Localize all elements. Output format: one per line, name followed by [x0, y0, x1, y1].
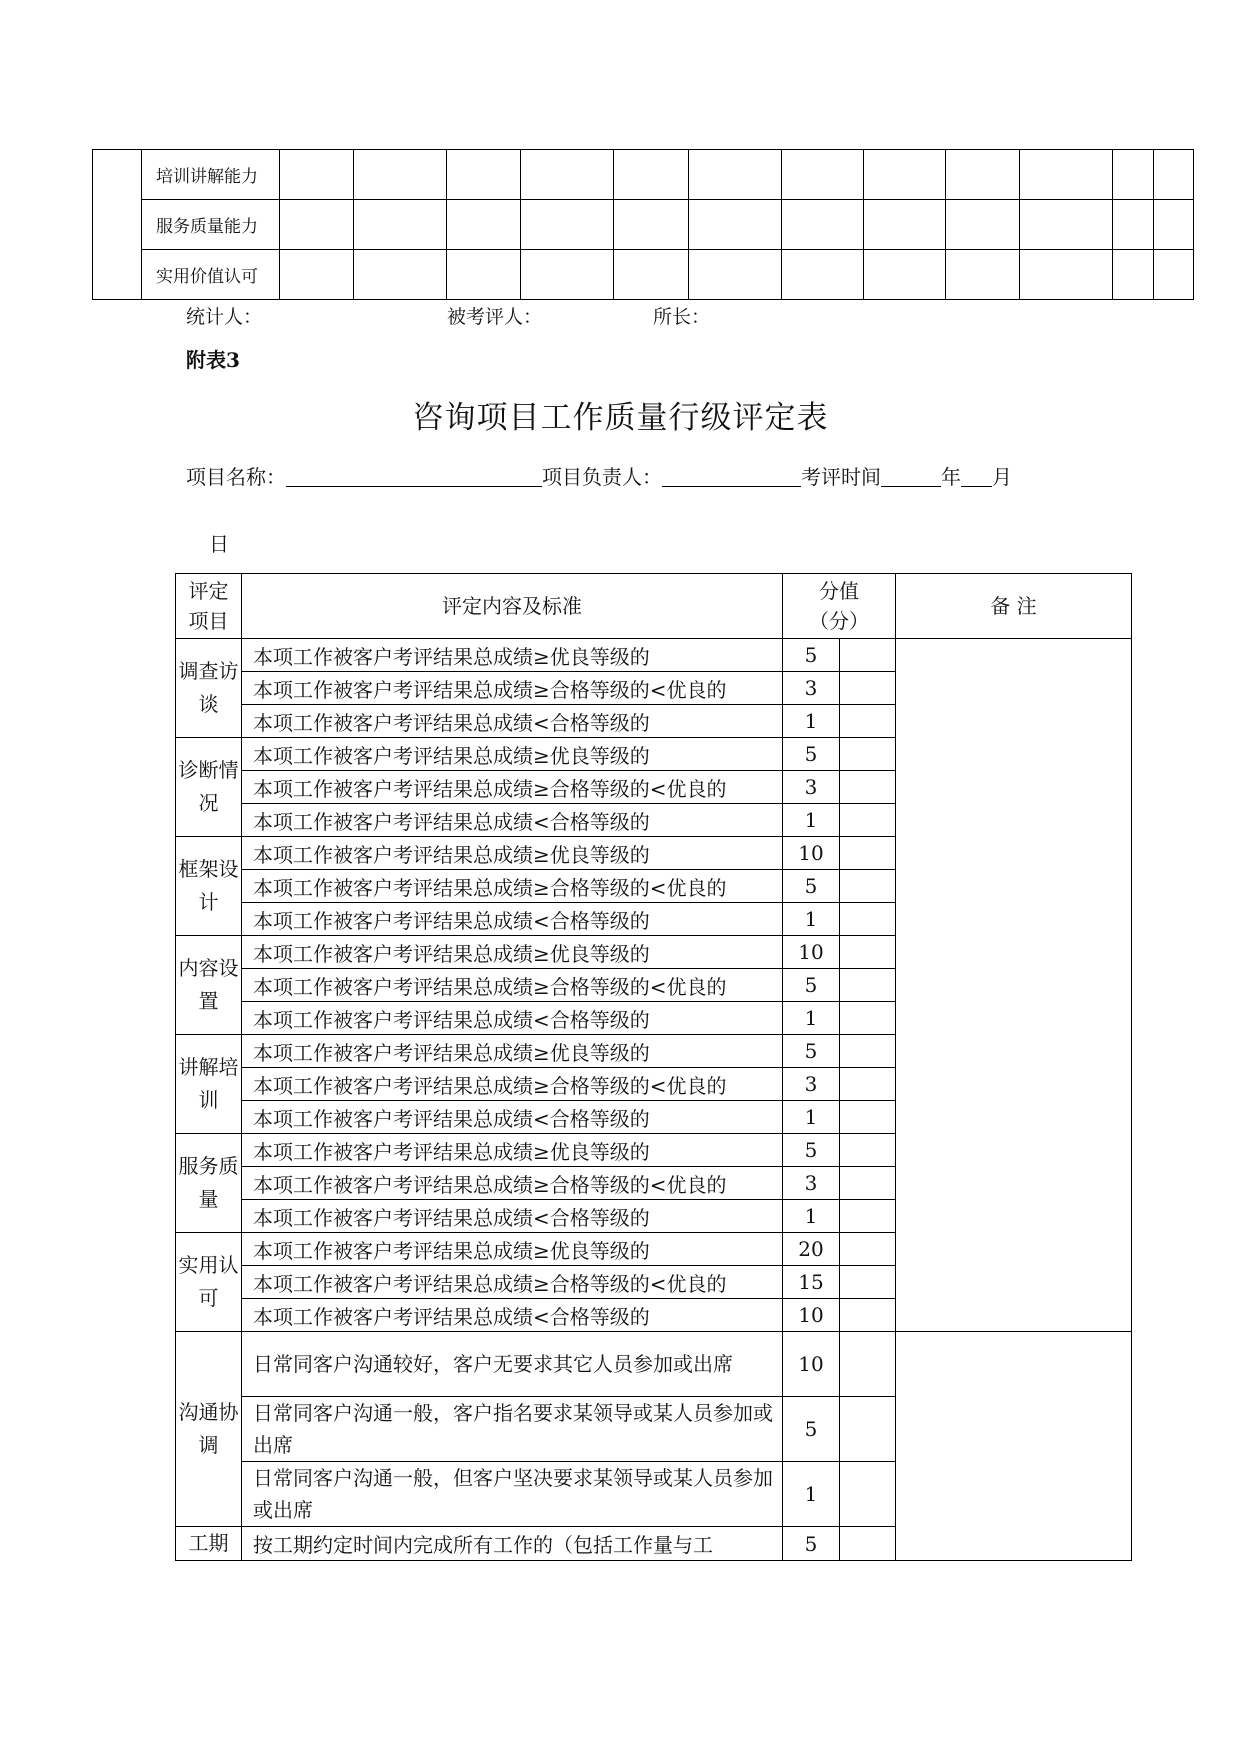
empty-cell[interactable]	[945, 150, 1019, 200]
score-cell: 5	[783, 870, 840, 903]
appendix-label: 附表3	[186, 348, 240, 372]
empty-cell[interactable]	[354, 150, 447, 200]
table-row	[176, 639, 1132, 672]
empty-cell[interactable]	[447, 200, 521, 250]
score-cell: 3	[783, 771, 840, 804]
header-content: 评定内容及标准	[242, 574, 783, 639]
category-cell: 沟通协调	[176, 1332, 242, 1527]
day-label: 日	[209, 532, 229, 556]
empty-cell[interactable]	[1019, 150, 1112, 200]
empty-cell[interactable]	[781, 150, 863, 200]
criterion-cell: 本项工作被客户考评结果总成绩<合格等级的	[242, 1299, 783, 1332]
empty-cell[interactable]	[1112, 250, 1153, 300]
score-cell: 5	[783, 1134, 840, 1167]
header-remarks: 备 注	[896, 574, 1132, 639]
criterion-cell: 本项工作被客户考评结果总成绩≥优良等级的	[242, 936, 783, 969]
score-cell: 5	[783, 1397, 840, 1462]
actual-score-cell[interactable]	[840, 936, 896, 969]
actual-score-cell[interactable]	[840, 1233, 896, 1266]
actual-score-cell[interactable]	[840, 1167, 896, 1200]
actual-score-cell[interactable]	[840, 705, 896, 738]
remarks-cell[interactable]	[896, 639, 1132, 1332]
criterion-cell: 按工期约定时间内完成所有工作的（包括工作量与工	[242, 1527, 783, 1561]
actual-score-cell[interactable]	[840, 870, 896, 903]
actual-score-cell[interactable]	[840, 672, 896, 705]
empty-cell[interactable]	[863, 150, 945, 200]
empty-cell[interactable]	[614, 150, 688, 200]
actual-score-cell[interactable]	[840, 1332, 896, 1397]
criterion-cell: 本项工作被客户考评结果总成绩≥合格等级的<优良的	[242, 771, 783, 804]
criterion-cell: 本项工作被客户考评结果总成绩≥优良等级的	[242, 1035, 783, 1068]
project-lead-field[interactable]	[662, 466, 801, 487]
category-cell: 诊断情况	[176, 738, 242, 837]
score-cell: 3	[783, 672, 840, 705]
empty-cell[interactable]	[688, 200, 781, 250]
empty-cell[interactable]	[521, 200, 614, 250]
actual-score-cell[interactable]	[840, 1101, 896, 1134]
table-row	[176, 1332, 1132, 1397]
month-label: 月	[992, 465, 1012, 489]
actual-score-cell[interactable]	[840, 1397, 896, 1462]
table-header-row	[176, 574, 1132, 639]
criterion-cell: 本项工作被客户考评结果总成绩≥合格等级的<优良的	[242, 870, 783, 903]
header-score: 分值（分）	[783, 574, 896, 639]
criterion-cell: 本项工作被客户考评结果总成绩<合格等级的	[242, 1002, 783, 1035]
score-cell: 5	[783, 1035, 840, 1068]
category-cell	[93, 150, 142, 300]
criterion-cell: 本项工作被客户考评结果总成绩≥优良等级的	[242, 1233, 783, 1266]
table-row	[93, 250, 1194, 300]
criterion-cell: 本项工作被客户考评结果总成绩≥合格等级的<优良的	[242, 672, 783, 705]
empty-cell[interactable]	[863, 200, 945, 250]
statistician-label: 统计人：	[186, 306, 263, 328]
empty-cell[interactable]	[945, 250, 1019, 300]
actual-score-cell[interactable]	[840, 1527, 896, 1561]
empty-cell[interactable]	[1153, 150, 1193, 200]
criterion-cell: 本项工作被客户考评结果总成绩≥合格等级的<优良的	[242, 1266, 783, 1299]
row-label: 服务质量能力	[142, 200, 280, 250]
criterion-cell: 本项工作被客户考评结果总成绩<合格等级的	[242, 705, 783, 738]
score-cell: 5	[783, 1527, 840, 1561]
row-label: 实用价值认可	[142, 250, 280, 300]
eval-year-field[interactable]	[881, 466, 941, 487]
empty-cell[interactable]	[280, 250, 354, 300]
criterion-cell: 本项工作被客户考评结果总成绩≥合格等级的<优良的	[242, 1068, 783, 1101]
criterion-cell: 本项工作被客户考评结果总成绩≥优良等级的	[242, 837, 783, 870]
empty-cell[interactable]	[614, 200, 688, 250]
empty-cell[interactable]	[1019, 200, 1112, 250]
actual-score-cell[interactable]	[840, 804, 896, 837]
empty-cell[interactable]	[280, 150, 354, 200]
empty-cell[interactable]	[447, 150, 521, 200]
actual-score-cell[interactable]	[840, 903, 896, 936]
empty-cell[interactable]	[521, 150, 614, 200]
criterion-cell: 本项工作被客户考评结果总成绩<合格等级的	[242, 1200, 783, 1233]
score-cell: 3	[783, 1167, 840, 1200]
score-cell: 1	[783, 804, 840, 837]
criterion-cell: 本项工作被客户考评结果总成绩≥合格等级的<优良的	[242, 1167, 783, 1200]
empty-cell[interactable]	[945, 200, 1019, 250]
criterion-cell: 本项工作被客户考评结果总成绩<合格等级的	[242, 804, 783, 837]
empty-cell[interactable]	[688, 250, 781, 300]
criterion-cell: 本项工作被客户考评结果总成绩≥优良等级的	[242, 1134, 783, 1167]
score-cell: 5	[783, 738, 840, 771]
criterion-cell: 本项工作被客户考评结果总成绩≥优良等级的	[242, 639, 783, 672]
actual-score-cell[interactable]	[840, 1035, 896, 1068]
score-cell: 1	[783, 1200, 840, 1233]
empty-cell[interactable]	[280, 200, 354, 250]
actual-score-cell[interactable]	[840, 837, 896, 870]
actual-score-cell[interactable]	[840, 738, 896, 771]
actual-score-cell[interactable]	[840, 969, 896, 1002]
eval-month-field[interactable]	[961, 466, 992, 487]
category-cell: 讲解培训	[176, 1035, 242, 1134]
score-cell: 1	[783, 1002, 840, 1035]
previous-table	[92, 149, 1194, 300]
project-lead-label: 项目负责人：	[542, 465, 662, 489]
empty-cell[interactable]	[1153, 200, 1193, 250]
score-cell: 10	[783, 1332, 840, 1397]
empty-cell[interactable]	[1112, 150, 1153, 200]
score-cell: 1	[783, 1101, 840, 1134]
empty-cell[interactable]	[354, 200, 447, 250]
actual-score-cell[interactable]	[840, 1200, 896, 1233]
evaluation-table	[175, 573, 1132, 1561]
category-cell: 服务质量	[176, 1134, 242, 1233]
director-label: 所长：	[653, 306, 711, 328]
actual-score-cell[interactable]	[840, 1462, 896, 1527]
score-cell: 10	[783, 837, 840, 870]
empty-cell[interactable]	[1112, 200, 1153, 250]
category-cell: 实用认可	[176, 1233, 242, 1332]
score-cell: 10	[783, 936, 840, 969]
remarks-cell[interactable]	[896, 1332, 1132, 1561]
category-cell: 工期	[176, 1527, 242, 1561]
score-cell: 1	[783, 1462, 840, 1527]
year-label: 年	[941, 465, 961, 489]
empty-cell[interactable]	[354, 250, 447, 300]
actual-score-cell[interactable]	[840, 1068, 896, 1101]
empty-cell[interactable]	[1019, 250, 1112, 300]
criterion-cell: 日常同客户沟通一般，客户指名要求某领导或某人员参加或出席	[242, 1397, 783, 1462]
criterion-cell: 本项工作被客户考评结果总成绩<合格等级的	[242, 903, 783, 936]
evaluatee-label: 被考评人：	[447, 306, 543, 328]
empty-cell[interactable]	[863, 250, 945, 300]
empty-cell[interactable]	[781, 200, 863, 250]
actual-score-cell[interactable]	[840, 639, 896, 672]
actual-score-cell[interactable]	[840, 1002, 896, 1035]
category-cell: 内容设置	[176, 936, 242, 1035]
row-label: 培训讲解能力	[142, 150, 280, 200]
empty-cell[interactable]	[521, 250, 614, 300]
empty-cell[interactable]	[447, 250, 521, 300]
category-cell: 框架设计	[176, 837, 242, 936]
criterion-cell: 本项工作被客户考评结果总成绩≥合格等级的<优良的	[242, 969, 783, 1002]
score-cell: 5	[783, 639, 840, 672]
header-item: 评定项目	[176, 574, 242, 639]
table-row	[93, 200, 1194, 250]
actual-score-cell[interactable]	[840, 1134, 896, 1167]
table-row	[93, 150, 1194, 200]
actual-score-cell[interactable]	[840, 771, 896, 804]
criterion-cell: 本项工作被客户考评结果总成绩≥优良等级的	[242, 738, 783, 771]
criterion-cell: 日常同客户沟通一般，但客户坚决要求某领导或某人员参加或出席	[242, 1462, 783, 1527]
score-cell: 5	[783, 969, 840, 1002]
criterion-cell: 本项工作被客户考评结果总成绩<合格等级的	[242, 1101, 783, 1134]
score-cell: 10	[783, 1299, 840, 1332]
score-cell: 20	[783, 1233, 840, 1266]
actual-score-cell[interactable]	[840, 1299, 896, 1332]
empty-cell[interactable]	[1153, 250, 1193, 300]
project-info-line	[186, 461, 1012, 490]
criterion-cell: 日常同客户沟通较好，客户无要求其它人员参加或出席	[242, 1332, 783, 1397]
score-cell: 1	[783, 903, 840, 936]
score-cell: 3	[783, 1068, 840, 1101]
category-cell: 调查访谈	[176, 639, 242, 738]
actual-score-cell[interactable]	[840, 1266, 896, 1299]
score-cell: 1	[783, 705, 840, 738]
empty-cell[interactable]	[781, 250, 863, 300]
project-name-label: 项目名称：	[186, 465, 286, 489]
empty-cell[interactable]	[688, 150, 781, 200]
score-cell: 15	[783, 1266, 840, 1299]
empty-cell[interactable]	[614, 250, 688, 300]
project-name-field[interactable]	[286, 466, 542, 487]
page-title: 咨询项目工作质量行级评定表	[412, 400, 829, 436]
eval-time-label: 考评时间	[801, 465, 881, 489]
